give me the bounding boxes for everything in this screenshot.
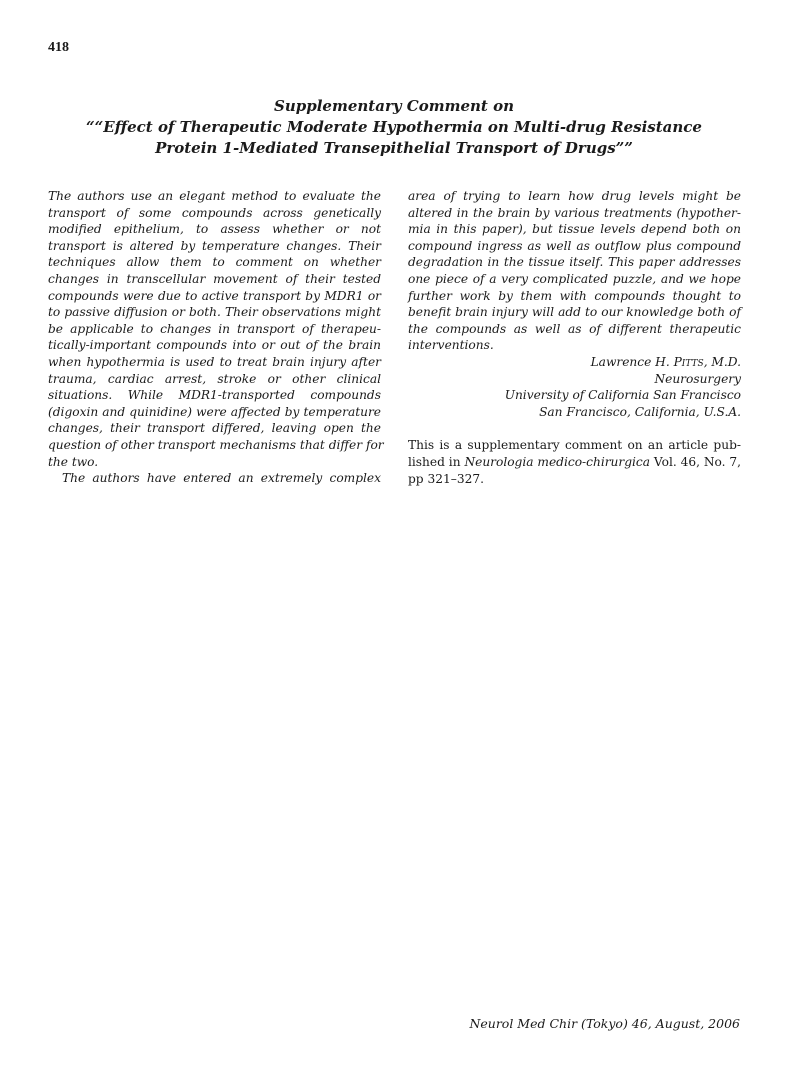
page-number: 418 [48, 40, 69, 55]
note-line [408, 454, 741, 471]
supplementary-note [408, 437, 741, 487]
body-paragraph-1 [48, 188, 384, 470]
text-line: changes, their transport differed, leaving open the [48, 421, 381, 436]
journal-name: Neurologia medico-chirurgica [464, 454, 651, 469]
note-line: pp 321–327. [408, 471, 484, 486]
text-line: tically-important compounds into or out of the brain [48, 338, 381, 353]
text-line: question of other transport mechanisms that differ for [48, 437, 384, 452]
text-line: area of trying to learn how drug levels might be [408, 189, 741, 203]
text-line: transport is altered by temperature changes. Their [48, 238, 381, 253]
text-line: The authors use an elegant method to evaluate the [48, 189, 381, 203]
note-text: Vol. 46, No. 7, [653, 454, 742, 469]
title-line-2: ““Effect of Therapeutic Moderate Hypothermia on Multi-drug Resistance [86, 118, 702, 136]
text-line: degradation in the tissue itself. This paper addresses [408, 255, 741, 270]
note-text: lished in [408, 454, 461, 469]
journal-citation-footer: Neurol Med Chir (Tokyo) 46, August, 2006 [469, 1016, 740, 1031]
text-line: further work by them with compounds thought to [408, 288, 741, 303]
text-line: trauma, cardiac arrest, stroke or other clinical [48, 371, 381, 386]
article-title [48, 96, 740, 159]
text-line: the two. [48, 454, 99, 469]
text-line: techniques allow them to comment on whether [48, 255, 381, 270]
text-line: be applicable to changes in transport of therapeu- [48, 321, 381, 336]
title-line-3: Protein 1-Mediated Transepithelial Transport of Drugs”” [155, 139, 633, 157]
author-department: Neurosurgery [654, 371, 741, 386]
author-name [408, 354, 741, 371]
text-line: situations. While MDR1-transported compounds [48, 388, 381, 403]
text-line: (digoxin and quinidine) were affected by temperature [48, 404, 381, 419]
text-line: altered in the brain by various treatments (hypother- [408, 205, 741, 220]
body-paragraph-2-start: The authors have entered an extremely complex [62, 471, 381, 486]
author-first-name: Lawrence H. [590, 354, 670, 369]
author-location: San Francisco, California, U.S.A. [539, 404, 741, 419]
text-line: the compounds as well as of different therapeutic [408, 321, 741, 336]
right-column [408, 188, 741, 487]
text-line: modified epithelium, to assess whether or not [48, 222, 381, 237]
text-line: compounds were due to active transport by MDR1 or [48, 288, 381, 303]
text-line: when hypothermia is used to treat brain injury after [48, 354, 381, 369]
text-line: benefit brain injury will add to our knowledge both of [408, 305, 741, 320]
text-line: transport of some compounds across genetically [48, 205, 381, 220]
text-line: to passive diffusion or both. Their observations might [48, 305, 381, 320]
text-line: mia in this paper), but tissue levels depend both on [408, 222, 741, 237]
author-signature [408, 354, 741, 420]
left-column [48, 188, 384, 487]
text-line: changes in transcellular movement of their tested [48, 271, 381, 286]
author-last-name: Pitts [673, 354, 704, 369]
title-line-1: Supplementary Comment on [274, 97, 514, 115]
note-line: This is a supplementary comment on an article pub- [408, 438, 741, 453]
body-paragraph-2-continued [408, 188, 741, 354]
text-line: interventions. [408, 338, 494, 353]
text-line: compound ingress as well as outflow plus compound [408, 238, 741, 253]
author-suffix: , M.D. [703, 354, 741, 369]
text-line: one piece of a very complicated puzzle, and we hope [408, 271, 741, 286]
author-institution: University of California San Francisco [504, 388, 741, 403]
